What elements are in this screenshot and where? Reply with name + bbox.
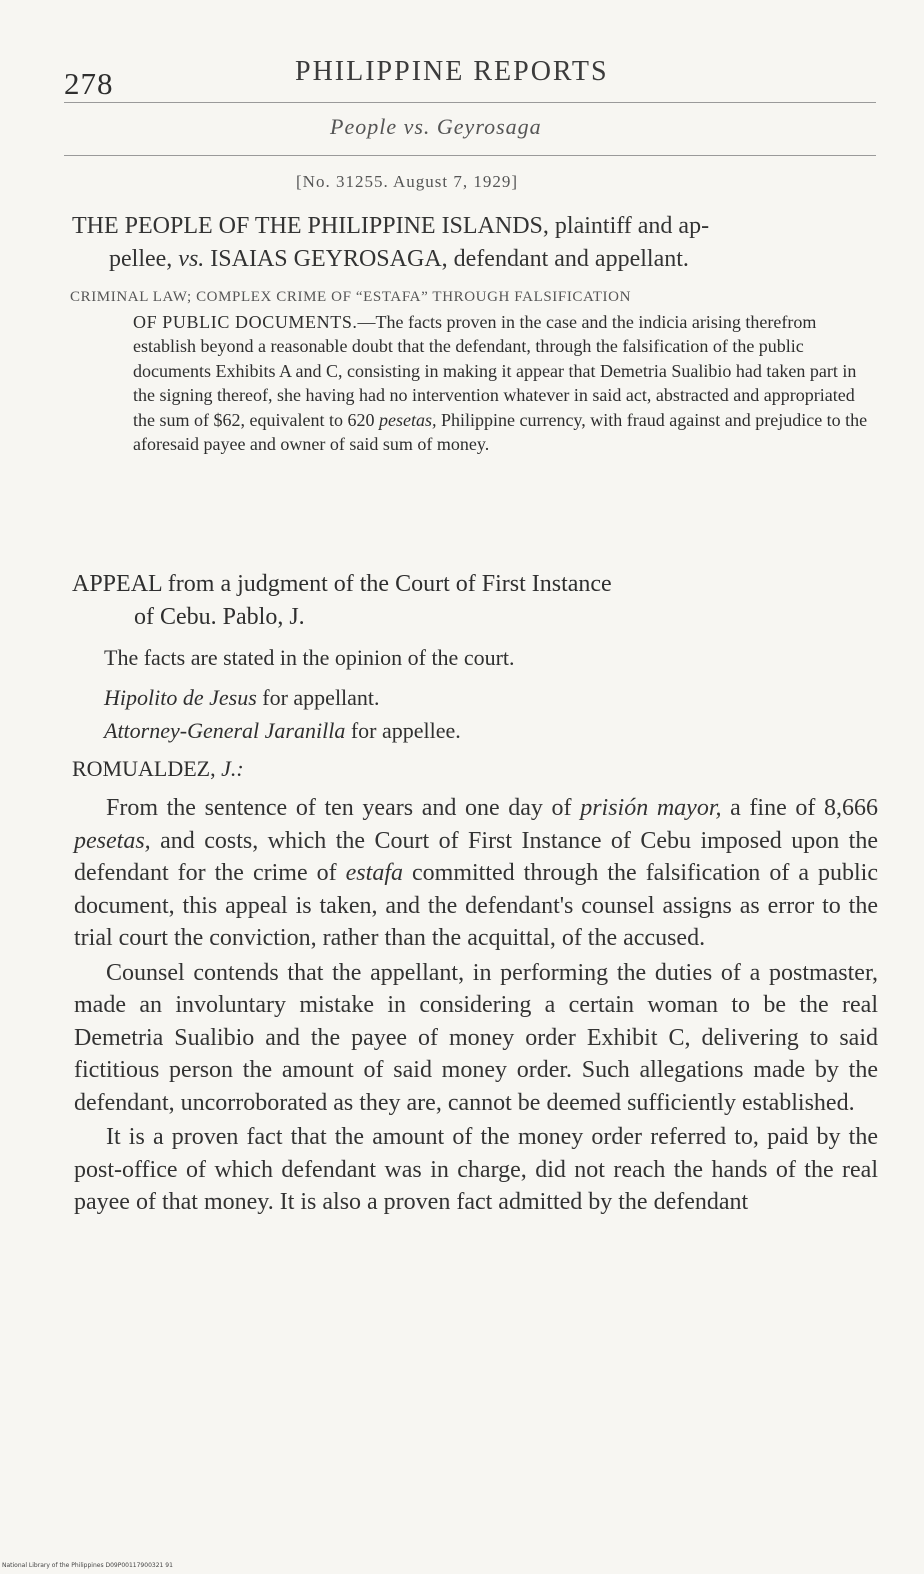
defendant-role: , defendant and appellant. xyxy=(441,246,689,272)
subtitle-rule xyxy=(64,155,876,156)
running-title: PHILIPPINE REPORTS xyxy=(295,56,609,87)
defendant-name: ISAIAS GEYROSAGA xyxy=(204,246,442,272)
syllabus-heading: CRIMINAL LAW; COMPLEX CRIME OF “ESTAFA” THROUGH FALSIFICATION xyxy=(70,289,632,305)
plaintiff-role: , plaintiff and ap- xyxy=(542,213,710,239)
p1-italic-3: estafa xyxy=(345,860,403,886)
parties-line-2 xyxy=(72,243,862,276)
header-rule xyxy=(64,102,876,103)
opinion-paragraph-1 xyxy=(74,792,878,955)
opinion-paragraph-2: Counsel contends that the appellant, in performing the duties of a postmaster, made an involuntary mistake in considering a certain woman to be the real Demetria Sualibio and the payee of money order Exhibit C, delivering to said fictitious person the amount of said money order. Such allegations made by the defendant, uncorroborated as they are, cannot be deemed sufficiently established. xyxy=(74,959,878,1116)
judge-surname: ROMUALDEZ, xyxy=(72,756,222,781)
scan-footer: National Library of the Philippines D09P00117900321 91 xyxy=(2,1562,173,1569)
judge-suffix: J.: xyxy=(221,756,244,781)
appeal-line-2: of Cebu. Pablo, J. xyxy=(134,604,305,630)
p1-text-d: committed through the falsification of a public document, this appeal is taken, and the defendant's counsel assigns as error to the trial court the conviction, rather than the acquittal, of the accused. xyxy=(74,860,878,951)
syllabus-body xyxy=(70,310,876,457)
p1-text-c: and costs, which the Court of First Instance of Cebu imposed upon the defendant for the crime of xyxy=(74,827,878,886)
p1-text-b: a fine of 8,666 xyxy=(721,795,879,821)
appellant-counsel-role: for appellant. xyxy=(256,685,380,710)
appellee-word: pellee, xyxy=(109,246,179,272)
p1-text-a: From the sentence of ten years and one day of xyxy=(106,795,581,821)
syllabus-italic: pesetas, xyxy=(378,409,437,430)
appellee-counsel-name: Attorney-General Jaranilla xyxy=(104,718,346,743)
case-short-title: People vs. Geyrosaga xyxy=(330,114,542,139)
versus: vs. xyxy=(178,246,205,272)
appeal-statement xyxy=(72,568,878,634)
syllabus-text-2: Philippine currency, with fraud against and prejudice to the aforesaid payee and owner of said sum of money. xyxy=(133,409,868,454)
facts-line: The facts are stated in the opinion of the court. xyxy=(104,645,515,670)
appellee-counsel-role: for appellee. xyxy=(345,718,461,743)
counsel-appellant xyxy=(104,685,380,711)
syllabus-heading-2: OF PUBLIC DOCUMENTS. xyxy=(133,311,358,332)
opinion-body xyxy=(74,792,878,1219)
p1-italic-1: prisión mayor, xyxy=(580,795,722,821)
case-parties xyxy=(72,210,862,276)
counsel-appellee xyxy=(104,718,461,744)
judge-name xyxy=(72,756,244,782)
page-number: 278 xyxy=(64,66,114,101)
syllabus xyxy=(70,285,876,457)
syllabus-text-1: —The facts proven in the case and the indicia arising therefrom establish beyond a reasonable doubt that the defendant, through the falsification of the public documents Exhibits A and C, consisting in making it appear that Demetria Sualibio had taken part in the signing thereof, she having had no intervention whatever in said act, abstracted and appropriated the sum of $62, equivalent to 620 xyxy=(133,311,857,430)
appeal-line-1: APPEAL from a judgment of the Court of First Instance xyxy=(72,571,612,597)
opinion-paragraph-3: It is a proven fact that the amount of the money order referred to, paid by the post-office of which defendant was in charge, did not reach the hands of the real payee of that money. It is also a proven fact admitted by the defendant xyxy=(74,1124,878,1215)
p1-italic-2: pesetas, xyxy=(74,827,151,854)
plaintiff-name: THE PEOPLE OF THE PHILIPPINE ISLANDS xyxy=(72,213,543,239)
appellant-counsel-name: Hipolito de Jesus xyxy=(104,685,257,710)
case-number-date: [No. 31255. August 7, 1929] xyxy=(296,172,519,191)
